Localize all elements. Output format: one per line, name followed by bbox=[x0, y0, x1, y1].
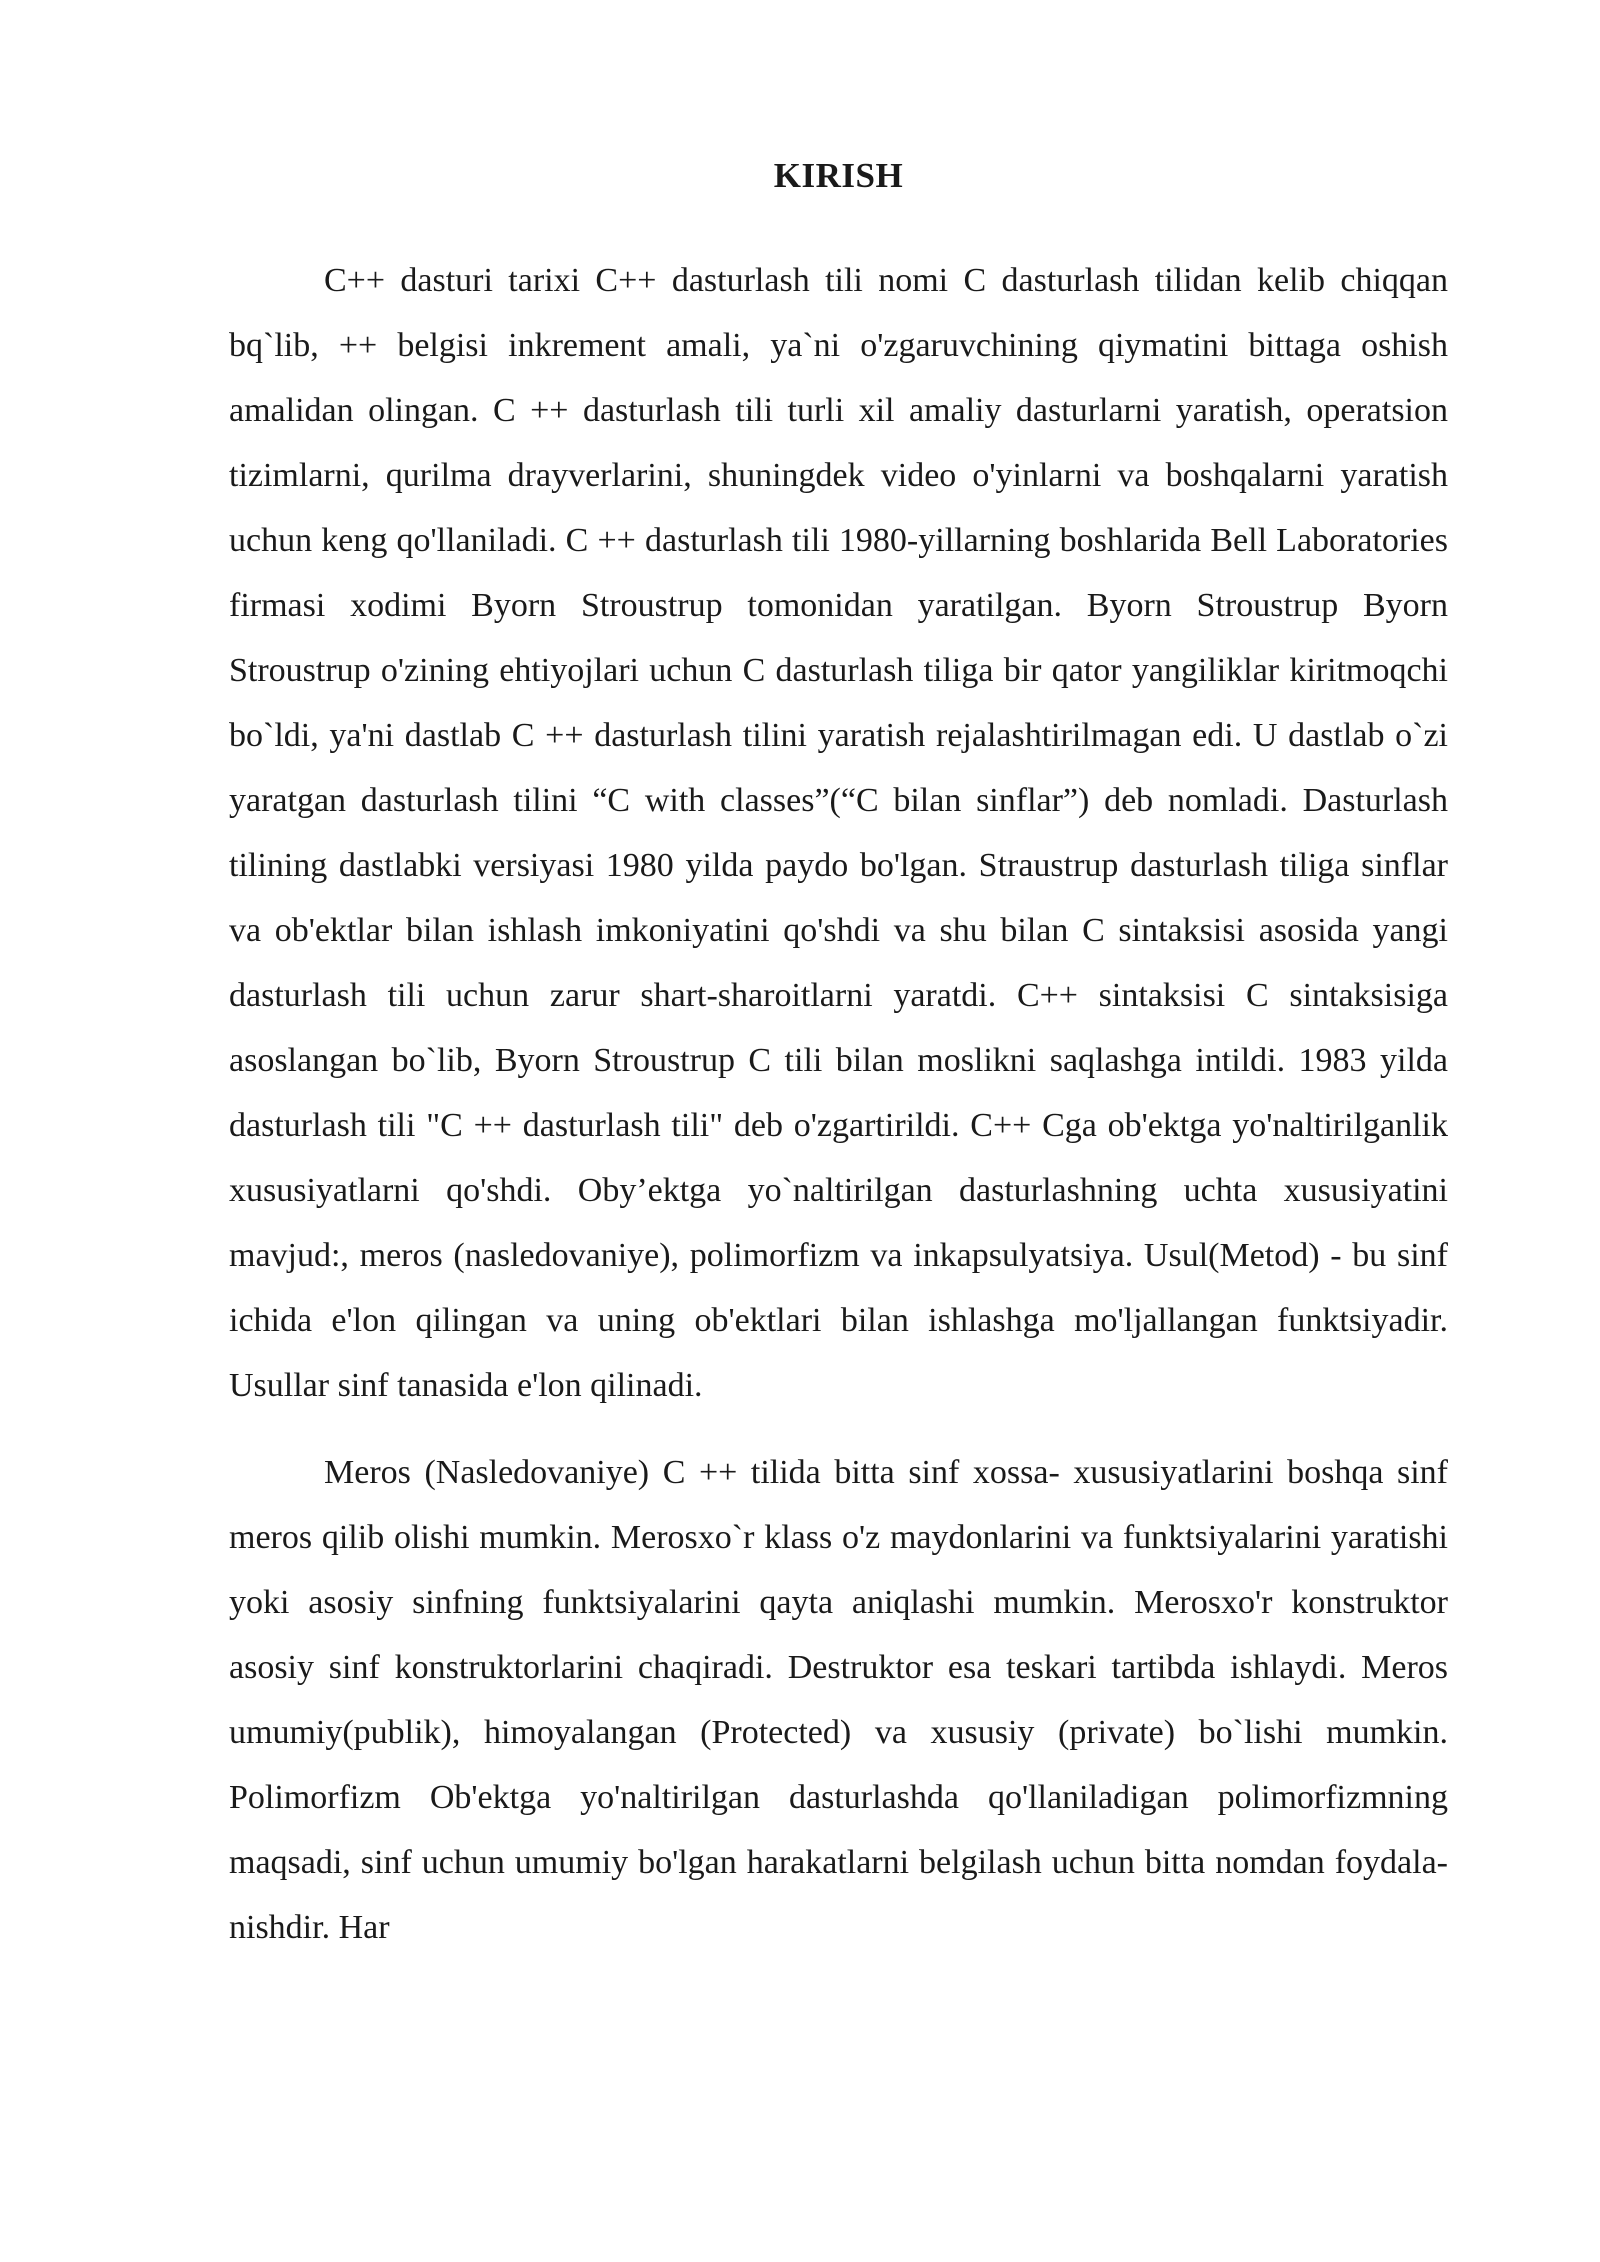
paragraph-history: C++ dasturi tarixi C++ dasturlash tili nomi C dasturlash tilidan kelib chiqqan bq`lib, ++ belgisi inkrement amali, ya`ni o'zgaruvchining qiymatini bittaga oshish amalidan olingan. C ++ dasturlash tili turli xil amaliy dasturlarni yaratish, operatsion tizimlarni, qurilma drayverlarini, shuningdek video o'yinlarni va boshqalarni yaratish uchun keng qo'llaniladi. C ++ dasturlash tili 1980-yillarning boshlarida Bell Laboratories firmasi xodimi Byorn Stroustrup tomonidan yaratilgan. Byorn Stroustrup Byorn Stroustrup o'zining ehtiyojlari uchun C dasturlash tiliga bir qator yangiliklar kiritmoqchi bo`ldi, ya'ni dastlab C ++ dasturlash tilini yaratish rejalashtirilmagan edi. U dastlab o`zi yaratgan dasturlash tilini “C with classes”(“C bilan sinflar”) deb nomladi. Dasturlash tilining dastlabki versiyasi 1980 yilda paydo bo'lgan. Straustrup dasturlash tiliga sinflar va ob'ektlar bilan ishlash imkoniyatini qo'shdi va shu bilan C sintaksisi asosida yangi dasturlash tili uchun zarur shart-sharoitlarni yaratdi. C++ sintaksisi C sintaksisiga asoslangan bo`lib, Byorn Stroustrup C tili bilan moslikni saqlashga intildi. 1983 yilda dasturlash tili "C ++ dasturlash tili" deb o'zgartirildi. C++ Cga ob'ektga yo'naltirilganlik xususiyatlarni qo'shdi. Oby’ektga yo`naltirilgan dasturlashning uchta xususiyatini mavjud:, meros (nasledovaniye), polimorfizm va inkapsulyatsiya. Usul(Metod) - bu sinf ichida e'lon qilingan va uning ob'ektlari bilan ishlashga mo'ljallangan funktsiyadir. Usullar sinf tanasida e'lon qilinadi. bbox=[229, 262, 1448, 1404]
paragraph-inheritance: Meros (Nasledovaniye) C ++ tilida bitta sinf xossa- xususiyatlarini boshqa sinf meros qilib olishi mumkin. Merosxo`r klass o'z maydonlarini va funktsiyalarini yaratishi yoki asosiy sinfning funktsiyalarini qayta aniqlashi mumkin. Merosxo'r konstruktor asosiy sinf konstruktorlarini chaqiradi. Destruktor esa teskari tartibda ishlaydi. Meros umumiy(publik), himoyalangan (Protected) va xususiy (private) bo`lishi mumkin. Polimorfizm Ob'ektga yo'naltirilgan dasturlashda qo'llaniladigan polimorfizmning maqsadi, sinf uchun umumiy bo'lgan harakatlarni belgilash uchun bitta nomdan foydala-nishdir. Har bbox=[229, 1454, 1448, 1946]
document-title: KIRISH bbox=[773, 156, 904, 195]
document-page bbox=[229, 146, 1448, 1960]
